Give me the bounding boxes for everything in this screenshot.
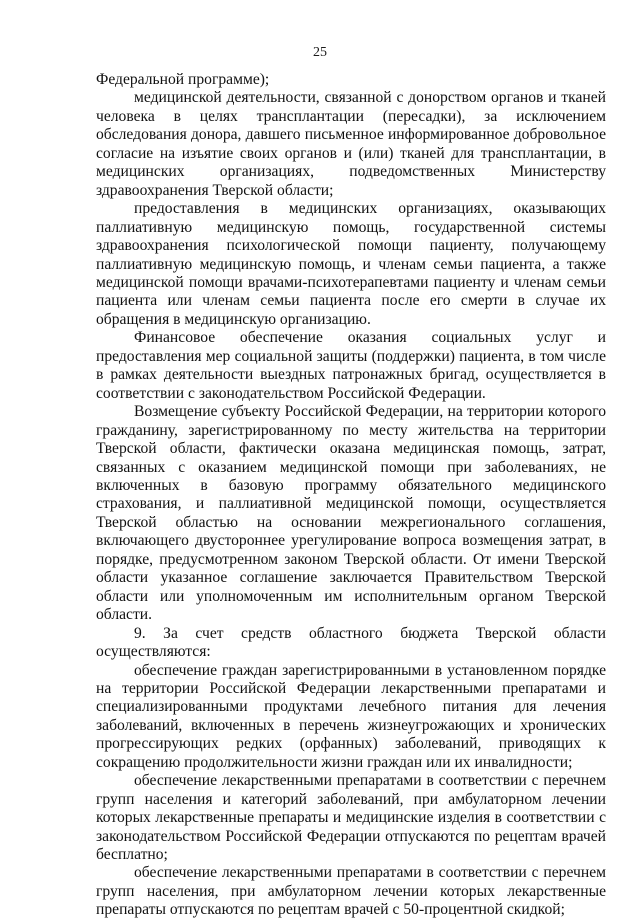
paragraph-free-prescriptions: обеспечение лекарственными препаратами в соответствии с перечнем групп населения и категорий заболеваний, при амбулаторном лечении которых лекарственные препараты и медицинские изделия в соответствии с законодательством Российской Федерации отпускаются по рецептам врачей бесплатно; <box>96 772 606 864</box>
paragraph-social-services-financing: Финансовое обеспечение оказания социальных услуг и предоставления мер социальной защиты (поддержки) пациента, в том числе в рамках деятельности выездных патронажных бригад, осуществляется в соответствии с законодательством Российской Федерации. <box>96 329 606 402</box>
paragraph-palliative-psychological-help: предоставления в медицинских организациях, оказывающих паллиативную медицинскую помощь, государственной системы здравоохранения психологической помощи пациенту, получающему паллиативную медицинскую помощь, и членам семьи пациента, а также медицинской помощи врачами-психотерапевтами пациенту и членам семьи пациента или членам семьи пациента после его смерти в случае их обращения в медицинскую организацию. <box>96 200 606 328</box>
paragraph-federal-program-end: Федеральной программе); <box>96 71 270 88</box>
paragraph-cost-reimbursement: Возмещение субъекту Российской Федерации, на территории которого гражданину, зарегистрированному по месту жительства на территории Тверской области, фактически оказана медицинская помощь, затрат, связанных с оказанием медицинской помощи при заболеваниях, не включенных в базовую программу обязательного медицинского страхования, и паллиативной медицинской помощи, осуществляется Тверской областью на основании межрегионального соглашения, включающего двустороннее урегулирование вопроса возмещения затрат, в порядке, предусмотренном законом Тверской области. От имени Тверской области указанное соглашение заключается Правительством Тверской области или уполномоченным им исполнительным органом Тверской области. <box>96 403 606 624</box>
paragraph-orphan-diseases-provision: обеспечение граждан зарегистрированными в установленном порядке на территории Российской Федерации лекарственными препаратами и специализированными продуктами лечебного питания для лечения заболеваний, включенных в перечень жизнеугрожающих и хронических прогрессирующих редких (орфанных) заболеваний, приводящих к сокращению продолжительности жизни граждан или их инвалидности; <box>96 661 606 771</box>
document-body <box>96 71 606 920</box>
paragraph-discount-prescriptions: обеспечение лекарственными препаратами в соответствии с перечнем групп населения, при амбулаторном лечении которых лекарственные препараты отпускаются по рецептам врачей с 50-процентной скидкой; <box>96 864 606 919</box>
page-number: 25 <box>313 45 327 60</box>
paragraph-donor-activity: медицинской деятельности, связанной с донорством органов и тканей человека в целях трансплантации (пересадки), за исключением обследования донора, давшего письменное информированное добровольное согласие на изъятие своих органов и (или) тканей для трансплантации, в медицинских организациях, подведомственных Министерству здравоохранения Тверской области; <box>96 89 606 199</box>
paragraph-section-9-heading: 9. За счет средств областного бюджета Тверской области осуществляются: <box>96 624 606 661</box>
